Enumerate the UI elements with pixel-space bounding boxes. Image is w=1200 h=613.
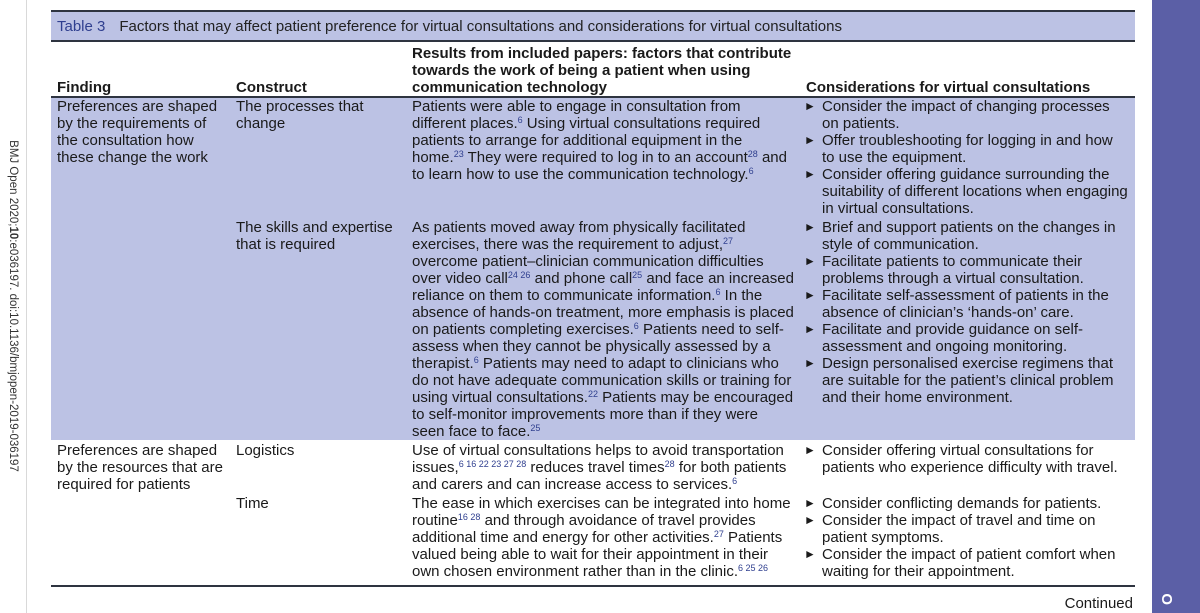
cell-considerations	[800, 495, 1135, 580]
citation-superscript: 6	[473, 355, 479, 365]
table-row	[51, 442, 1135, 493]
cell-results	[406, 97, 800, 217]
cell-finding: Preferences are shaped by the requirements of the consultation how these change the work	[51, 97, 230, 217]
journal-brand-text: O	[1159, 593, 1176, 605]
cell-construct: The skills and expertise that is required	[230, 219, 406, 440]
results-text: They were required to log in to an account	[463, 149, 748, 166]
consideration-item: ► Offer troubleshooting for logging in and how to use the equipment.	[804, 132, 1129, 166]
results-text: In the absence of hands-on treatment, more emphasis is placed on patients completing exercises.	[412, 287, 794, 338]
citation-superscript: 6 25 26	[738, 563, 769, 573]
table-header-row	[51, 42, 1135, 97]
header-finding: Finding	[51, 42, 230, 97]
cell-finding	[51, 495, 230, 580]
cell-construct: The processes that change	[230, 97, 406, 217]
table-caption	[51, 10, 1135, 42]
considerations-list	[804, 442, 1129, 476]
citation-volume: 10	[7, 226, 19, 240]
results-text: Patients may be encouraged to self-monitor improvements more than if they were seen face to face.	[412, 389, 794, 440]
citation-superscript: 28	[664, 459, 675, 469]
table-row	[51, 495, 1135, 580]
results-text: and through avoidance of travel provides additional time and energy for other activities.	[412, 512, 756, 546]
consideration-item: ► Consider the impact of changing processes on patients.	[804, 98, 1129, 132]
consideration-item: ► Consider offering virtual consultations for patients who experience difficulty with travel.	[804, 442, 1129, 476]
citation-superscript: 25	[530, 423, 541, 433]
citation-superscript: 27	[713, 529, 724, 539]
citation-superscript: 6	[748, 166, 754, 176]
results-text: Using virtual consultations required patients to arrange for additional equipment in the home.	[412, 115, 761, 166]
row-spacer	[51, 580, 1135, 582]
header-considerations: Considerations for virtual consultations	[800, 42, 1135, 97]
results-text: for both patients and carers and can increase access to services.	[412, 459, 787, 493]
citation-prefix: BMJ Open 2020;	[7, 140, 19, 227]
consideration-item: ► Brief and support patients on the changes in style of communication.	[804, 219, 1129, 253]
continued-label: Continued	[1064, 595, 1133, 612]
citation-superscript: 6	[517, 115, 523, 125]
consideration-item: ► Consider the impact of travel and time on patient symptoms.	[804, 512, 1129, 546]
cell-construct: Logistics	[236, 442, 295, 459]
consideration-item: ► Consider conflicting demands for patients.	[804, 495, 1129, 512]
citation-superscript: 6 16 22 23 27 28	[458, 459, 527, 469]
factors-table	[51, 42, 1135, 582]
citation-superscript: 6	[715, 287, 721, 297]
results-text: overcome patient–clinician communication difficulties over video call	[412, 253, 764, 287]
considerations-list	[804, 98, 1129, 217]
considerations-list	[804, 495, 1129, 580]
results-text: and phone call	[530, 270, 633, 287]
cell-results	[406, 442, 800, 493]
table-3	[51, 10, 1135, 612]
table-title: Factors that may affect patient preference for virtual consultations and considerations for virtual consultations	[119, 17, 842, 35]
results-text: Use of virtual consultations helps to avoid transportation issues,	[412, 442, 784, 476]
results-text: reduces travel times	[526, 459, 665, 476]
consideration-item: ► Consider offering guidance surrounding the suitability of different locations when engaging in virtual consultations.	[804, 166, 1129, 217]
cell-finding: Preferences are shaped by the resources that are required for patients	[57, 442, 223, 493]
consideration-item: ► Facilitate self-assessment of patients in the absence of clinician’s ‘hands-on’ care.	[804, 287, 1129, 321]
citation-superscript: 23	[453, 149, 464, 159]
cell-results	[406, 495, 800, 580]
cell-considerations	[800, 442, 1135, 493]
cell-considerations	[800, 219, 1135, 440]
cell-considerations	[800, 97, 1135, 217]
results-text: The ease in which exercises can be integrated into home routine	[412, 495, 791, 529]
table-bottom-rule	[51, 585, 1135, 587]
journal-side-strip	[0, 0, 27, 613]
citation-superscript: 6	[633, 321, 639, 331]
table-label: Table 3	[57, 17, 106, 35]
consideration-item: ► Facilitate patients to communicate their problems through a virtual consultation.	[804, 253, 1129, 287]
journal-citation	[7, 140, 19, 472]
citation-superscript: 24 26	[507, 270, 531, 280]
table-row	[51, 219, 1135, 440]
results-text: Patients valued being able to wait for their appointment in their own chosen environment rather than in the clinic.	[412, 529, 783, 580]
citation-superscript: 16 28	[457, 512, 481, 522]
citation-suffix: :e036197. doi:10.1136/bmjopen-2019-036197	[7, 239, 19, 472]
citation-superscript: 6	[732, 476, 738, 486]
consideration-item: ► Design personalised exercise regimens that are suitable for the patient’s clinical problem and their home environment.	[804, 355, 1129, 406]
row-spacer-cell	[51, 580, 1135, 582]
results-text: and face an increased reliance on them to communicate information.	[412, 270, 794, 304]
header-construct: Construct	[230, 42, 406, 97]
considerations-list	[804, 219, 1129, 406]
cell-finding	[51, 219, 230, 440]
citation-superscript: 27	[723, 236, 734, 246]
results-text: As patients moved away from physically facilitated exercises, there was the requirement to adjust,	[412, 219, 746, 253]
cell-results	[406, 219, 800, 440]
results-text: Patients need to self-assess when they cannot be physically assessed by a therapist.	[412, 321, 784, 372]
journal-brand-band	[1152, 0, 1200, 613]
citation-superscript: 25	[632, 270, 643, 280]
results-text: and to learn how to use the communication technology.	[412, 149, 787, 183]
citation-superscript: 22	[587, 389, 598, 399]
header-results: Results from included papers: factors that contribute towards the work of being a patient when using communication technology	[406, 42, 800, 97]
consideration-item: ► Facilitate and provide guidance on self-assessment and ongoing monitoring.	[804, 321, 1129, 355]
citation-superscript: 28	[747, 149, 758, 159]
table-row	[51, 97, 1135, 217]
consideration-item: ► Consider the impact of patient comfort when waiting for their appointment.	[804, 546, 1129, 580]
cell-construct: Time	[236, 495, 269, 512]
results-text: Patients were able to engage in consultation from different places.	[412, 98, 741, 132]
results-text: Patients may need to adapt to clinicians who do not have adequate communication skills or training for using virtual consultations.	[412, 355, 792, 406]
